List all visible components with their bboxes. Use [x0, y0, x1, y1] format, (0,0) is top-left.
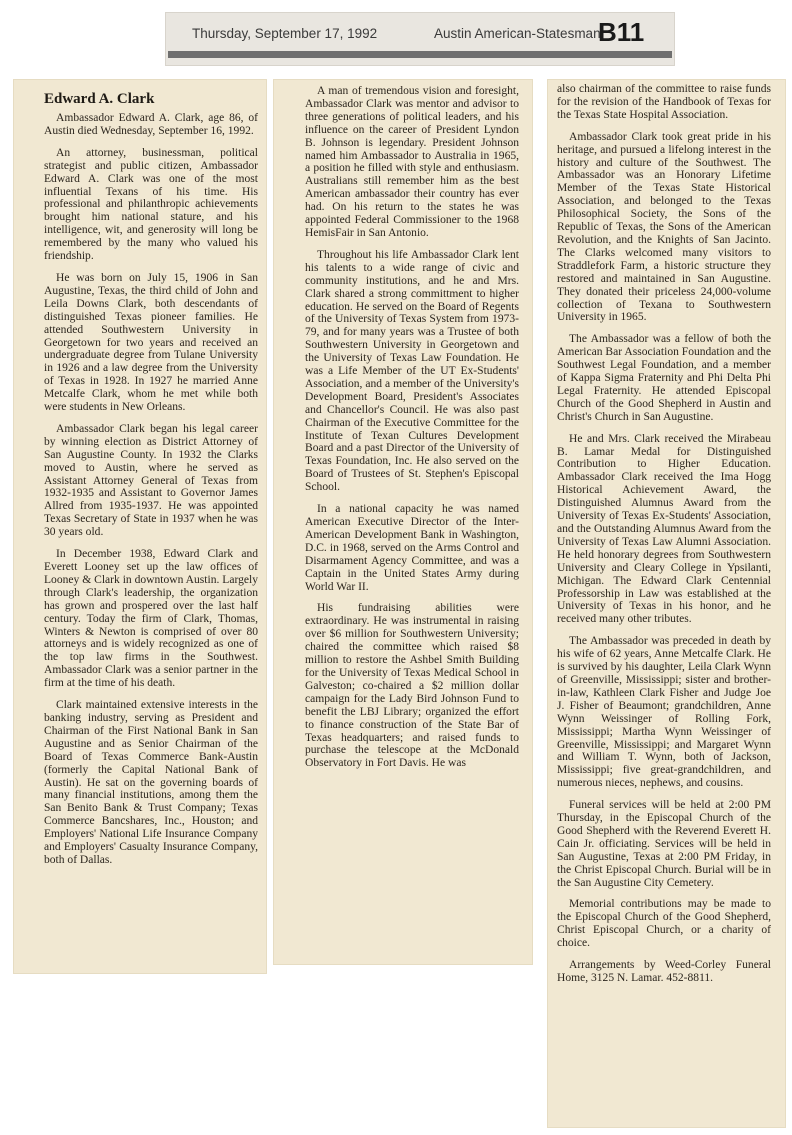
- paragraph: Memorial contributions may be made to the Episcopal Church of the Good Shepherd, Christ Episcopal Church, or a charity of choice.: [557, 898, 771, 950]
- paragraph: Funeral services will be held at 2:00 PM Thursday, in the Episcopal Church of the Good Shepherd with the Reverend Everett H. Cain Jr. officiating. Services will be held in San Augustine, Texas at 2:00 PM Friday, in the Christ Episcopal Church. Burial will be in the San Augustine City Cemetery.: [557, 799, 771, 889]
- paragraph: Arrangements by Weed-Corley Funeral Home, 3125 N. Lamar. 452-8811.: [557, 959, 771, 984]
- header-rule: [168, 51, 672, 58]
- obituary-column-2: [305, 85, 519, 779]
- paragraph: A man of tremendous vision and foresight, Ambassador Clark was mentor and advisor to three generations of political leaders, and his influence on the career of President Lyndon B. Johnson is legendary. President Johnson named him Ambassador to Australia in 1965, a position he filled with style and enthusiasm. Australians still remember him as the best American ambassador their country has ever had. On his return to the states he was appointed Federal Commissioner to the 1968 HemisFair in San Antonio.: [305, 85, 519, 239]
- paragraph: His fundraising abilities were extraordinary. He was instrumental in raising over $6 million for Southwestern University; chaired the committee which raised $8 million to restore the Ashbel Smith Building for the University of Texas Medical School in Galveston; co-chaired a $2 million dollar campaign for the Lady Bird Johnson Fund to benefit the LBJ Library; organized the effort to finance construction of the State Bar of Texas headquarters; and raised funds to purchase the telescope at the McDonald Observatory in Fort Davis. He was: [305, 602, 519, 770]
- paragraph: Clark maintained extensive interests in the banking industry, serving as President and Chairman of the First National Bank in San Augustine and as Senior Chairman of the Board of Texas Commerce Bank-Austin (formerly the Capital National Bank of Austin). He sat on the governing boards of many financial institutions, among them the San Benito Bank & Trust Company; Texas Commerce Bancshares, Inc., Houston; and Employers' National Life Insurance Company and Employers' Casualty Insurance Company, both of Dallas.: [44, 699, 258, 866]
- paragraph: In a national capacity he was named American Executive Director of the Inter-American Development Bank in Washington, D.C. in 1968, served on the Arms Control and Disarmament Agency Committee, and was a Captain in the United States Army during World War II.: [305, 503, 519, 593]
- newspaper-name: Austin American-Statesman: [434, 26, 601, 41]
- obituary-column-3: [557, 83, 771, 994]
- issue-date: Thursday, September 17, 1992: [192, 26, 378, 41]
- paragraph: An attorney, businessman, political strategist and public citizen, Ambassador Edward A. Clark was one of the most influential Texans of his time. His professional and philanthropic achievements brought him national stature, and his intelligence, wit, and generosity will long be remembered by the many who valued his friendship.: [44, 146, 258, 263]
- paragraph: He and Mrs. Clark received the Mirabeau B. Lamar Medal for Distinguished Contribution to Higher Education. Ambassador Clark received the Ima Hogg Historical Achievement Award, the Distinguished Alumnus Award from the University of Texas Ex-Students' Association, and the Outstanding Alumnus Award from the University of Texas Law Alumni Association. He held honorary degrees from Southwestern University and Cleary College in Ypsilanti, Michigan. The Edward Clark Centennial Professorship in Law was established at the University of Texas in his honor, and he received many other tributes.: [557, 432, 771, 626]
- obituary-column-1: [44, 91, 258, 876]
- paragraph: Throughout his life Ambassador Clark lent his talents to a wide range of civic and community institutions, and he and Mrs. Clark shared a strong committment to higher education. He served on the Board of Regents of the University of Texas System from 1973-79, and for many years was a Trustee of both Southwestern University in Georgetown and the University of Texas Law Foundation. He was a Life Member of the UT Ex-Students' Association, and a member of the University's Development Board, President's Associates and Chancellor's Council. He was also past Chairman of the Executive Committee for the Institute of Texan Cultures Development Board and a past Director of the University of Texas Foundation, Inc. He also served on the Board of Trustees of St. Stephen's Episcopal School.: [305, 248, 519, 494]
- obituary-name: Edward A. Clark: [44, 91, 155, 107]
- paragraph: Ambassador Clark began his legal career by winning election as District Attorney of San Augustine County. In 1932 the Clarks moved to Austin, where he served as Assistant Attorney General of Texas from 1932-1935 and Assistant to Governor James Allred from 1935-1937. He was appointed Texas Secretary of State in 1937 when he was 30 years old.: [44, 422, 258, 539]
- paragraph: He was born on July 15, 1906 in San Augustine, Texas, the third child of John and Leila Downs Clark, both descendants of distinguished Texas pioneer families. He attended Southwestern University in Georgetown for two years and received an undergraduate degree from Tulane University in 1926 and a law degree from the University of Texas in 1928. In 1927 he married Anne Metcalfe Clark, whom he met while both were students in New Orleans.: [44, 271, 258, 414]
- paragraph: The Ambassador was a fellow of both the American Bar Association Foundation and the Southwest Legal Foundation, and a member of Kappa Sigma Fraternity and Phi Delta Phi Legal Fraternity. He attended Episcopal Church of the Good Shepherd in Austin and Christ's Church in San Augustine.: [557, 333, 771, 423]
- paragraph: The Ambassador was preceded in death by his wife of 62 years, Anne Metcalfe Clark. He is survived by his daughter, Leila Clark Wynn of Greenville, Mississippi; sister and brother-in-law, Kathleen Clark Fisher and Judge Joe J. Fisher of Beaumont; grandchildren, Anne Wynn Weissinger of Rolling Fork, Mississippi; Martha Wynn Weissinger of Greenville, Mississippi; and Margaret Wynn and William T. Wynn, both of Jackson, Mississippi; five great-grandchildren, and numerous nieces, nephews, and cousins.: [557, 635, 771, 790]
- paragraph: Ambassador Edward A. Clark, age 86, of Austin died Wednesday, September 16, 1992.: [44, 112, 258, 137]
- paragraph: Ambassador Clark took great pride in his heritage, and pursued a lifelong interest in the history and culture of the Southwest. The Ambassador was an Honorary Lifetime Member of the Texas State Historical Association, and belonged to the Texas Philosophical Society, the Sons of the Republic of Texas, the Sons of the American Revolution, and the Knights of San Jacinto. The Clarks welcomed many visitors to Straddlefork Farm, a historic structure they restored and maintained in San Augustine. They donated their priceless 24,000-volume collection of Texana to Southwestern University in 1965.: [557, 130, 771, 324]
- newspaper-header: [165, 12, 675, 66]
- paragraph: also chairman of the committee to raise funds for the revision of the Handbook of Texas for the Texas State Hospital Association.: [557, 83, 771, 121]
- page-number: B11: [598, 17, 645, 47]
- paragraph: In December 1938, Edward Clark and Everett Looney set up the law offices of Looney & Clark in downtown Austin. Largely through Clark's leadership, the organization has grown and prospered over the last half century. Today the firm of Clark, Thomas, Winters & Newton is comprised of over 80 attorneys and is widely recognized as one of the top law firms in the Southwest. Ambassador Clark was a senior partner in the firm at the time of his death.: [44, 548, 258, 690]
